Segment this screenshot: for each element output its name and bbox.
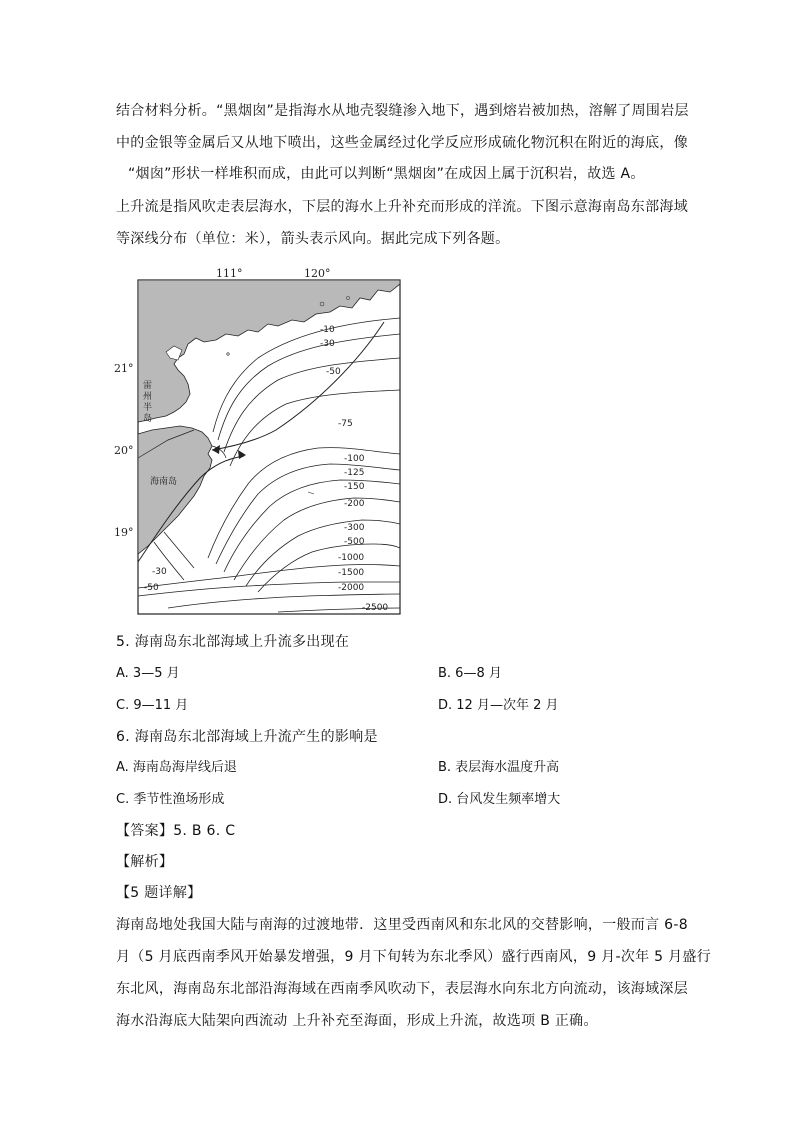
- q6-option-a[interactable]: A. 海南岛海岸线后退: [116, 760, 237, 775]
- lat-label-19: 19°: [114, 526, 134, 539]
- q5-detail-line-3: 东北风，海南岛东北部沿海海域在西南季风吹动下，表层海水向东北方向流动，该海域深层: [116, 981, 688, 997]
- isobath-map: [108, 262, 410, 620]
- answer-line: 【答案】5. B 6. C: [116, 823, 236, 839]
- q6-option-d[interactable]: D. 台风发生频率增大: [438, 792, 561, 807]
- lon-label-120: 120°: [304, 267, 331, 280]
- intro-line-3: “烟囱”形状一样堆积而成，由此可以判断“黑烟囱”在成因上属于沉积岩，故选 A。: [128, 166, 645, 182]
- depth-125: -125: [344, 468, 365, 478]
- intro-line-2: 中的金银等金属后又从地下喷出，这些金属经过化学反应形成硫化物沉积在附近的海底，像: [116, 135, 688, 151]
- depth-75: -75: [338, 419, 353, 429]
- q5-option-a[interactable]: A. 3—5 月: [116, 666, 180, 681]
- q5-detail-heading: 【5 题详解】: [116, 885, 202, 901]
- depth-10: -10: [320, 325, 335, 335]
- depth-100: -100: [344, 454, 365, 464]
- stem-line-2: 等深线分布（单位：米），箭头表示风向。据此完成下列各题。: [116, 231, 510, 247]
- intro-line-1: 结合材料分析。“黑烟囱”是指海水从地壳裂缝渗入地下，遇到熔岩被加热，溶解了周围岩层: [116, 103, 689, 119]
- lon-label-111: 111°: [216, 267, 243, 280]
- depth-2000: -2000: [338, 583, 365, 593]
- analysis-heading: 【解析】: [116, 854, 174, 870]
- stem-line-1: 上升流是指风吹走表层海水，下层的海水上升补充而形成的洋流。下图示意海南岛东部海域: [116, 199, 688, 215]
- depth-west-30: -30: [152, 567, 167, 577]
- depth-1500: -1500: [338, 568, 365, 578]
- depth-150: -150: [344, 482, 365, 492]
- q5-option-d[interactable]: D. 12 月—次年 2 月: [438, 698, 559, 713]
- lat-label-21: 21°: [114, 362, 134, 375]
- q5-stem: 5. 海南岛东北部海域上升流多出现在: [116, 634, 350, 650]
- q6-option-b[interactable]: B. 表层海水温度升高: [438, 760, 560, 775]
- depth-1000: -1000: [338, 553, 365, 563]
- label-leizhou-peninsula: 雷州半岛: [141, 380, 151, 424]
- q6-stem: 6. 海南岛东北部海域上升流产生的影响是: [116, 729, 378, 745]
- q5-option-c[interactable]: C. 9—11 月: [116, 698, 189, 713]
- q5-detail-line-4: 海水沿海底大陆架向西流动 上升补充至海面，形成上升流，故选项 B 正确。: [116, 1013, 598, 1029]
- depth-2500: -2500: [362, 603, 389, 613]
- q5-option-b[interactable]: B. 6—8 月: [438, 666, 502, 681]
- q6-option-c[interactable]: C. 季节性渔场形成: [116, 792, 225, 807]
- depth-300: -300: [344, 523, 365, 533]
- label-hainan-island: 海南岛: [150, 477, 178, 487]
- depth-50: -50: [326, 367, 341, 377]
- depth-200: -200: [344, 499, 365, 509]
- q5-detail-line-1: 海南岛地处我国大陆与南海的过渡地带．这里受西南风和东北风的交替影响，一般而言 6-8: [116, 917, 688, 933]
- lat-label-20: 20°: [114, 444, 134, 457]
- depth-west-50: -50: [144, 583, 159, 593]
- q5-detail-line-2: 月（5 月底西南季风开始暴发增强，9 月下旬转为东北季风）盛行西南风，9 月-次年 5 月盛行: [116, 949, 712, 965]
- depth-30: -30: [320, 339, 335, 349]
- depth-500: -500: [344, 537, 365, 547]
